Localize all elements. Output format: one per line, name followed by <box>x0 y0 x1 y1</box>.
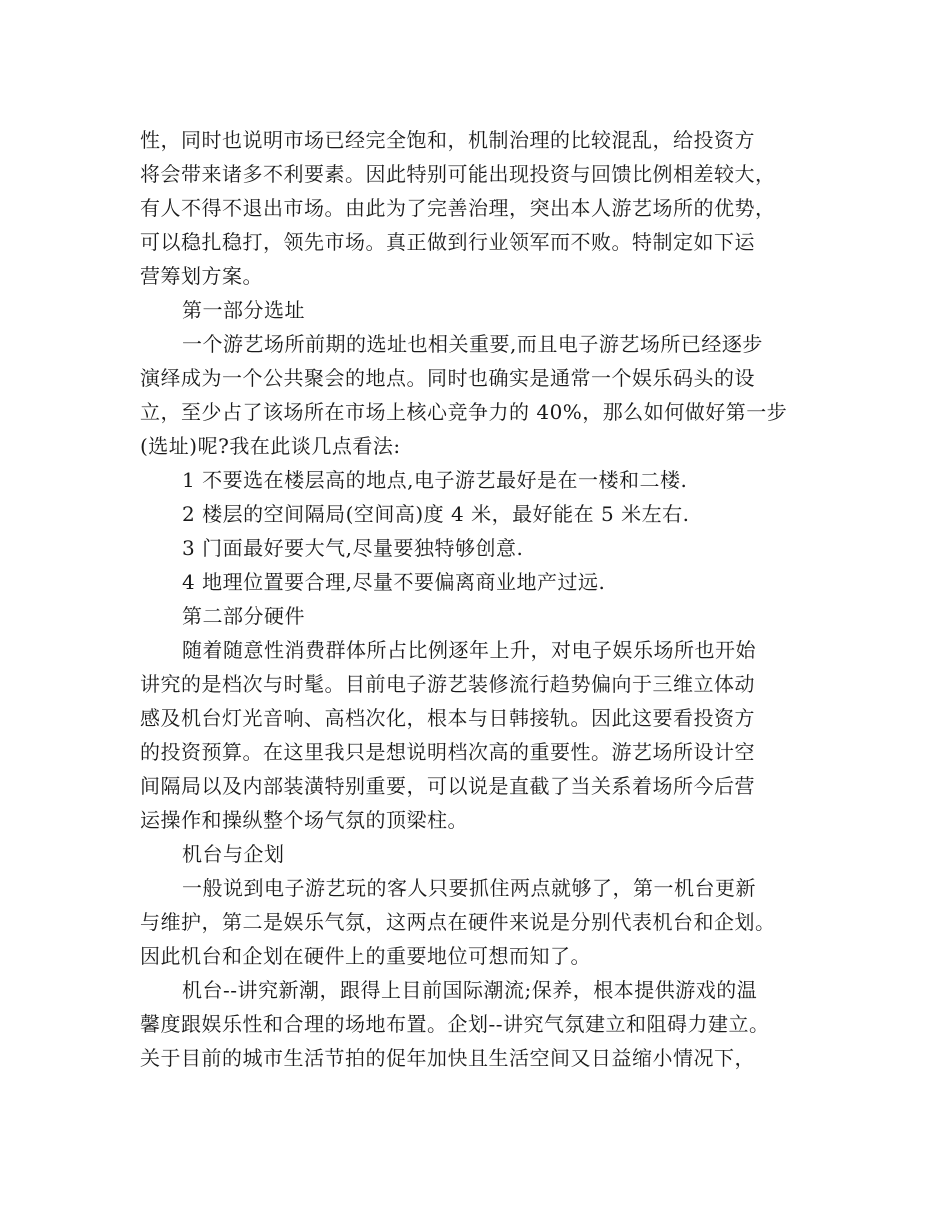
list-item: 2 楼层的空间隔局(空间高)度 4 米，最好能在 5 米左右. <box>182 502 690 526</box>
text-line: 营筹划方案。 <box>140 264 263 288</box>
list-item: 4 地理位置要合理,尽量不要偏离商业地产过远. <box>182 570 606 594</box>
list-item: 1 不要选在楼层高的地点,电子游艺最好是在一楼和二楼. <box>182 468 688 492</box>
text-line: 间隔局以及内部装潢特别重要，可以说是直截了当关系着场所今后营 <box>140 774 755 798</box>
section-heading-machines-planning: 机台与企划 <box>182 842 285 866</box>
paragraph-start: 机台--讲究新潮，跟得上目前国际潮流;保养，根本提供游戏的温 <box>182 978 758 1002</box>
paragraph-start: 一般说到电子游艺玩的客人只要抓住两点就够了，第一机台更新 <box>182 876 756 900</box>
text-line: 演绎成为一个公共聚会的地点。同时也确实是通常一个娱乐码头的设 <box>140 366 755 390</box>
text-line: 性，同时也说明市场已经完全饱和，机制治理的比较混乱，给投资方 <box>140 128 755 152</box>
text-line: 关于目前的城市生活节拍的促年加快且生活空间又日益缩小情况下， <box>140 1046 755 1070</box>
text-line: 感及机台灯光音响、高档次化，根本与日韩接轨。因此这要看投资方 <box>140 706 755 730</box>
text-line: 立，至少占了该场所在市场上核心竞争力的 40%，那么如何做好第一步 <box>140 400 788 424</box>
text-line: 讲究的是档次与时髦。目前电子游艺装修流行趋势偏向于三维立体动 <box>140 672 755 696</box>
text-line: 馨度跟娱乐性和合理的场地布置。企划--讲究气氛建立和阻碍力建立。 <box>140 1012 770 1036</box>
text-line: 运操作和操纵整个场气氛的顶梁柱。 <box>140 808 468 832</box>
text-line: 因此机台和企划在硬件上的重要地位可想而知了。 <box>140 944 591 968</box>
section-heading-site-selection: 第一部分选址 <box>182 298 305 322</box>
text-line: 可以稳扎稳打，领先市场。真正做到行业领军而不败。特制定如下运 <box>140 230 755 254</box>
paragraph-start: 随着随意性消费群体所占比例逐年上升，对电子娱乐场所也开始 <box>182 638 756 662</box>
text-line: (选址)呢?我在此谈几点看法: <box>140 434 401 458</box>
section-heading-hardware: 第二部分硬件 <box>182 604 305 628</box>
text-line: 有人不得不退出市场。由此为了完善治理，突出本人游艺场所的优势， <box>140 196 776 220</box>
text-line: 的投资预算。在这里我只是想说明档次高的重要性。游艺场所设计空 <box>140 740 755 764</box>
document-page <box>140 123 830 1075</box>
text-line: 与维护，第二是娱乐气氛，这两点在硬件来说是分别代表机台和企划。 <box>140 910 776 934</box>
paragraph-start: 一个游艺场所前期的选址也相关重要,而且电子游艺场所已经逐步 <box>182 332 763 356</box>
list-item: 3 门面最好要大气,尽量要独特够创意. <box>182 536 524 560</box>
text-line: 将会带来诸多不利要素。因此特别可能出现投资与回馈比例相差较大， <box>140 162 776 186</box>
